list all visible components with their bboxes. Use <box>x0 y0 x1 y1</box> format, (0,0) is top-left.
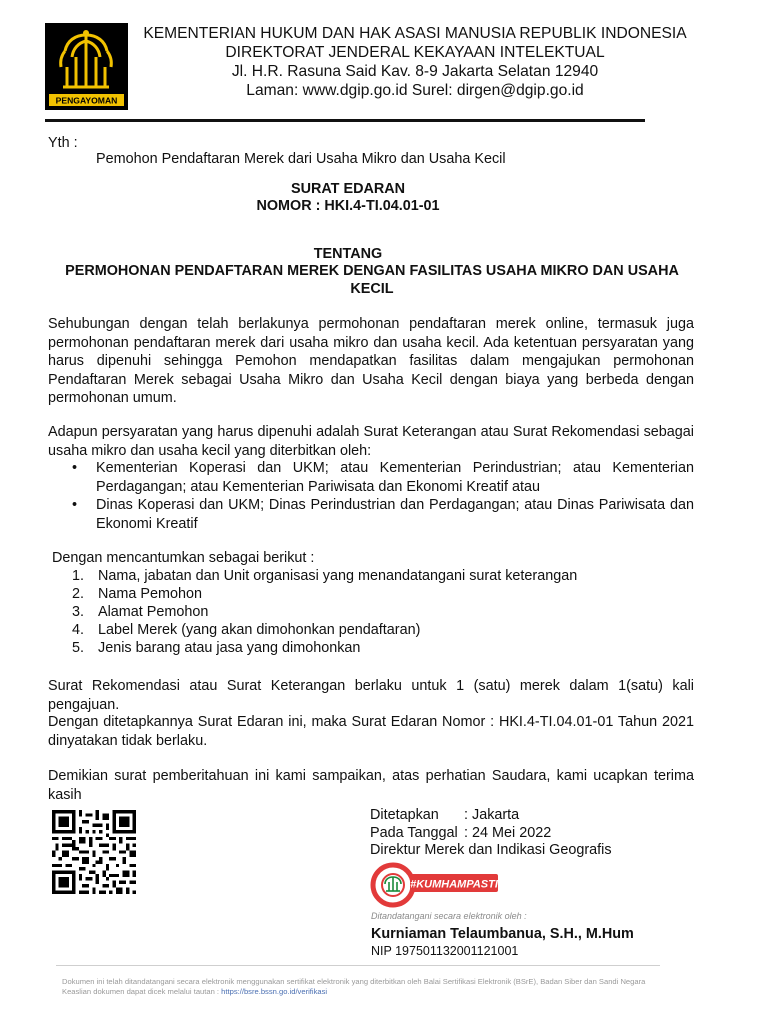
date-value: : 24 Mei 2022 <box>464 824 552 841</box>
recipient: Pemohon Pendaftaran Merek dari Usaha Mikro dan Usaha Kecil <box>96 151 506 167</box>
paragraph-intro: Sehubungan dengan telah berlakunya permohonan pendaftaran merek online, termasuk juga permohonan pendaftaran merek dari usaha mikro dan usaha kecil. Ada ketentuan persyaratan yang harus dipenuhi sehingga Pemohon mendapatkan fasilitas dalam mengajukan permohonan Pendaftaran Merek sebagai Usaha Mikro dan Usaha Kecil dengan biaya yang berbeda dengan permohonan umum. <box>48 316 694 406</box>
contents-list <box>48 567 648 657</box>
logo-caption: PENGAYOMAN <box>55 95 118 106</box>
letterhead-ministry: KEMENTERIAN HUKUM DAN HAK ASASI MANUSIA REPUBLIK INDONESIA <box>143 25 687 42</box>
letterhead-contact: Laman: www.dgip.go.id Surel: dirgen@dgip.go.id <box>246 82 584 99</box>
list-item: 3. Alamat Pemohon <box>72 604 209 620</box>
qr-code-icon <box>50 810 138 894</box>
letterhead-directorate: DIREKTORAT JENDERAL KEKAYAAN INTELEKTUAL <box>225 44 605 61</box>
signer-nip: NIP 197501132001121001 <box>371 944 519 958</box>
list-item: 4. Label Merek (yang akan dimohonkan pendaftaran) <box>72 622 421 638</box>
date-label: Pada Tanggal <box>370 824 458 841</box>
set-date-line <box>370 825 690 843</box>
footer-line: Keaslian dokumen dapat dicek melalui tautan : https://bsre.bssn.go.id/verifikasi <box>62 987 328 996</box>
list-item: 1. Nama, jabatan dan Unit organisasi yang menandatangani surat keterangan <box>72 568 578 584</box>
set-value: : Jakarta <box>464 807 520 823</box>
letterhead <box>135 24 695 100</box>
footer-divider <box>56 965 660 966</box>
footer-note <box>62 977 702 997</box>
bullet-icon: • <box>72 460 78 476</box>
paragraph-requirements: Adapun persyaratan yang harus dipenuhi adalah Surat Keterangan atau Surat Rekomendasi sebagai usaha mikro dan usaha kecil yang diterbitkan oleh: <box>48 424 694 459</box>
letter-number: NOMOR : HKI.4-TI.04.01-01 <box>256 198 440 214</box>
footer-line: Dokumen ini telah ditandatangani secara elektronik menggunakan sertifikat elektronik yang diterbitkan oleh Balai Sertifikasi Elektronik (BSrE), Badan Siber dan Sandi Negara <box>62 977 646 986</box>
paragraph-closing: Demikian surat pemberitahuan ini kami sampaikan, atas perhatian Saudara, kami ucapkan terima kasih <box>48 768 694 803</box>
pengayoman-emblem-icon <box>45 23 128 110</box>
paragraph-contents-intro: Dengan mencantumkan sebagai berikut : <box>52 550 315 566</box>
salutation: Yth : <box>48 135 78 151</box>
signer-position: Direktur Merek dan Indikasi Geografis <box>370 842 612 858</box>
about-subject: PERMOHONAN PENDAFTARAN MEREK DENGAN FASILITAS USAHA MIKRO DAN USAHA KECIL <box>65 263 679 297</box>
kumhampasti-badge <box>370 862 502 908</box>
signer-name: Kurniaman Telaumbanua, S.H., M.Hum <box>371 926 634 942</box>
list-item: • Kementerian Koperasi dan UKM; atau Kementerian Perindustrian; atau Kementerian Perdagangan; atau Kementerian Pariwisata dan Ekonomi Kreatif atau <box>72 460 694 495</box>
signature-block <box>370 807 690 860</box>
ministry-logo <box>45 23 128 110</box>
issuer-list <box>48 459 694 533</box>
about-label: TENTANG <box>313 246 383 262</box>
verification-link[interactable]: https://bsre.bssn.go.id/verifikasi <box>221 987 328 996</box>
badge-label: #KUMHAMPASTI <box>410 878 498 891</box>
bullet-icon: • <box>72 497 78 513</box>
e-signature-caption: Ditandatangani secara elektronik oleh : <box>371 911 527 921</box>
header-divider <box>45 119 645 122</box>
set-label: Ditetapkan <box>370 807 439 823</box>
paragraph-revocation: Dengan ditetapkannya Surat Edaran ini, maka Surat Edaran Nomor : HKI.4-TI.04.01-01 Tahun 2021 dinyatakan tidak berlaku. <box>48 714 694 749</box>
list-item: • Dinas Koperasi dan UKM; Dinas Perindustrian dan Perdagangan; atau Dinas Pariwisata dan Ekonomi Kreatif <box>72 497 694 532</box>
set-place-line <box>370 807 690 825</box>
letter-title: SURAT EDARAN <box>290 181 406 197</box>
list-item: 2. Nama Pemohon <box>72 586 202 602</box>
letterhead-address: Jl. H.R. Rasuna Said Kav. 8-9 Jakarta Selatan 12940 <box>231 63 599 80</box>
paragraph-validity: Surat Rekomendasi atau Surat Keterangan berlaku untuk 1 (satu) merek dalam 1(satu) kali pengajuan. <box>48 678 694 713</box>
list-item: 5. Jenis barang atau jasa yang dimohonkan <box>72 640 361 656</box>
